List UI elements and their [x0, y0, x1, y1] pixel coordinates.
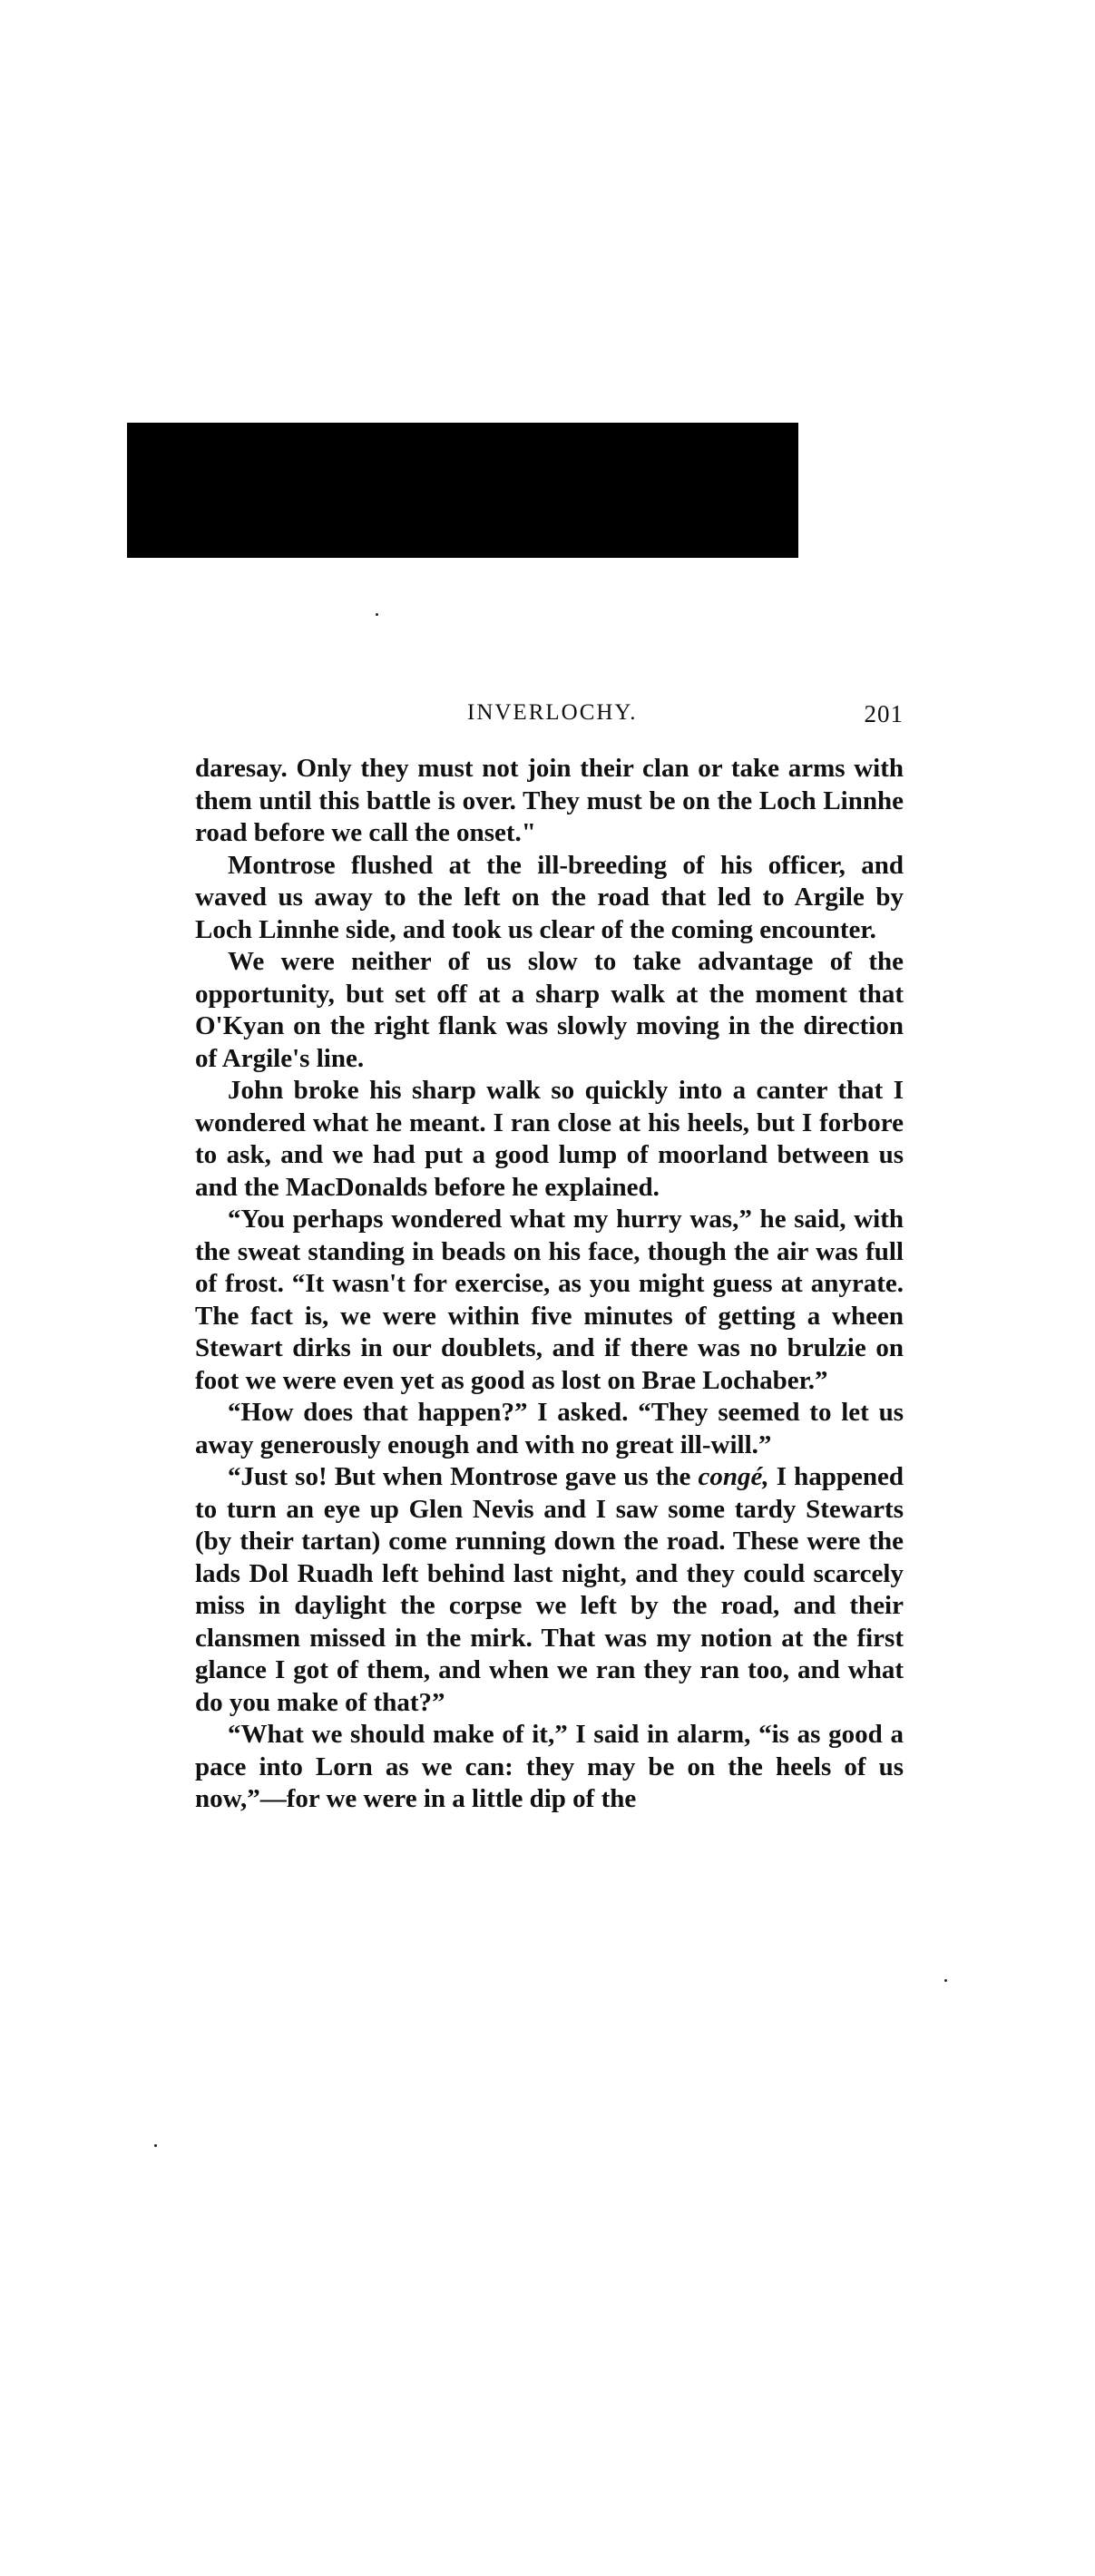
- paragraph-text: “Just so! But when Montrose gave us the: [228, 1462, 699, 1491]
- scan-speck: [154, 2144, 157, 2147]
- paragraph: John broke his sharp walk so quickly into a canter that I wondered what he meant. I ran close at his heels, but I forbore to ask, and we had put a good lump of moorland between us and the MacDonalds before he explained.: [195, 1076, 904, 1202]
- paragraph: Montrose flushed at the ill-breeding of his officer, and waved us away to the left on the road that led to Argile by Loch Linnhe side, and took us clear of the coming encounter.: [195, 850, 904, 944]
- scan-speck: [376, 613, 378, 616]
- paragraph: “What we should make of it,” I said in alarm, “is as good a pace into Lorn as we can: they may be on the heels of us now,”—for we were in a little dip of the: [195, 1720, 904, 1813]
- paragraph-text: I happened to turn an eye up Glen Nevis and I saw some tardy Stewarts (by their tartan) come running down the road. These were the lads Dol Ruadh left behind last night, and they could scarcely miss in daylight the corpse we left by the road, and their clansmen missed in the mirk. That was my notion at the first glance I got of them, and when we ran they ran too, and what do you make of that?”: [195, 1462, 904, 1717]
- paragraph: We were neither of us slow to take advantage of the opportunity, but set off at a sharp walk at the moment that O'Kyan on the right flank was slowly moving in the direction of Argile's line.: [195, 947, 904, 1073]
- page-header: [195, 700, 904, 733]
- paragraph: daresay. Only they must not join their clan or take arms with them until this battle is over. They must be on the Loch Linnhe road before we call the onset.": [195, 754, 904, 847]
- page-number: 201: [864, 700, 904, 727]
- paragraph: “How does that happen?” I asked. “They seemed to let us away generously enough and with no great ill-will.”: [195, 1398, 904, 1459]
- redaction-bar: [127, 423, 798, 558]
- scan-speck: [944, 1979, 947, 1982]
- paragraph: “You perhaps wondered what my hurry was,” he said, with the sweat standing in beads on his face, though the air was full of frost. “It wasn't for exercise, as you might guess at anyrate. The fact is, we were within five minutes of getting a wheen Stewart dirks in our doublets, and if there was no brulzie on foot we were even yet as good as lost on Brae Lochaber.”: [195, 1205, 904, 1395]
- paragraph: [195, 1461, 904, 1719]
- italic-word: congé,: [698, 1462, 769, 1491]
- body-text: [195, 753, 904, 1816]
- running-title: INVERLOCHY.: [467, 700, 638, 725]
